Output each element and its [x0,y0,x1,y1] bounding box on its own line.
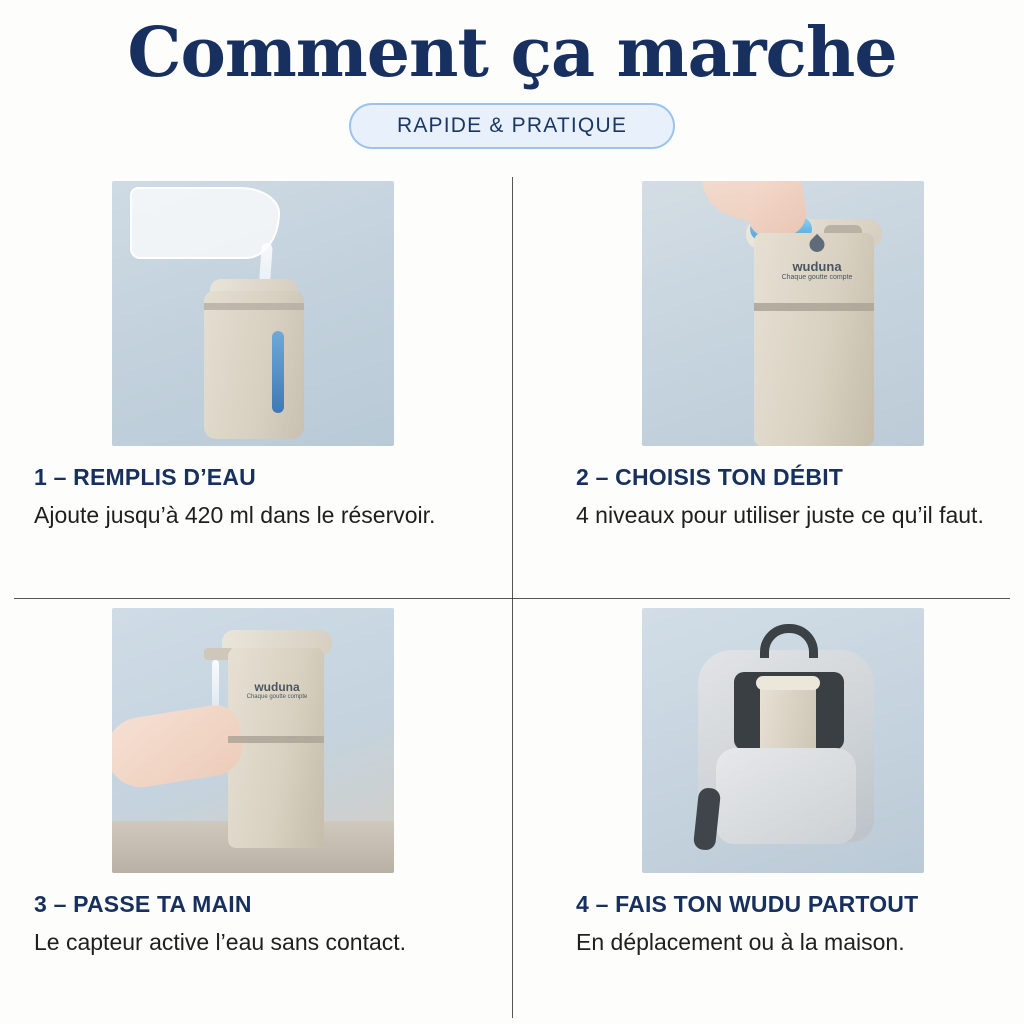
step-card-3 [0,598,512,1024]
brand-tagline: Chaque goutte compte [781,274,853,282]
step-1-image [112,181,394,446]
step-2-title: 2 – CHOISIS TON DÉBIT [576,464,844,491]
step-3-image [112,608,394,873]
step-4-image [642,608,924,873]
water-level-window-shape [272,331,284,413]
brand-logo [242,680,312,714]
step-2-image [642,181,924,446]
step-3-title: 3 – PASSE TA MAIN [34,890,252,917]
photo-backpack [642,608,924,873]
header [0,0,1024,149]
step-3-description: Le capteur active l’eau sans contact. [34,928,407,955]
page-title: Comment ça marche [127,13,897,93]
dispenser-band-shape [204,303,304,310]
steps-grid [0,171,1024,1024]
horizontal-divider [14,598,1010,599]
photo-hand-sensor [112,608,394,873]
step-card-4 [512,598,1024,1024]
brand-name: wuduna [254,679,300,694]
dispenser-body-shape [204,291,304,439]
step-2-description: 4 niveaux pour utiliser juste ce qu’il faut. [576,502,984,529]
dispenser-band-shape [754,303,874,311]
backpack-handle-shape [760,624,818,658]
pitcher-shape [130,187,280,259]
step-card-2 [512,171,1024,597]
backpack-front-pocket-shape [716,748,856,844]
photo-water-pour [112,181,394,446]
step-card-1 [0,171,512,597]
dispenser-cap-shape [756,676,820,690]
step-1-description: Ajoute jusqu’à 420 ml dans le réservoir. [34,502,436,529]
subtitle-row [0,103,1024,149]
brand-logo [778,259,856,297]
dispenser-band-shape [228,736,324,743]
step-1-title: 1 – REMPLIS D’EAU [34,464,256,491]
brand-tagline: Chaque goutte compte [246,693,308,700]
brand-name: wuduna [792,259,842,275]
step-4-title: 4 – FAIS TON WUDU PARTOUT [576,890,919,917]
photo-press-button [642,181,924,446]
step-4-description: En déplacement ou à la maison. [576,928,905,955]
subtitle-badge: RAPIDE & PRATIQUE [349,103,675,149]
dispenser-body-shape [228,648,324,848]
hand-shape [112,701,247,791]
